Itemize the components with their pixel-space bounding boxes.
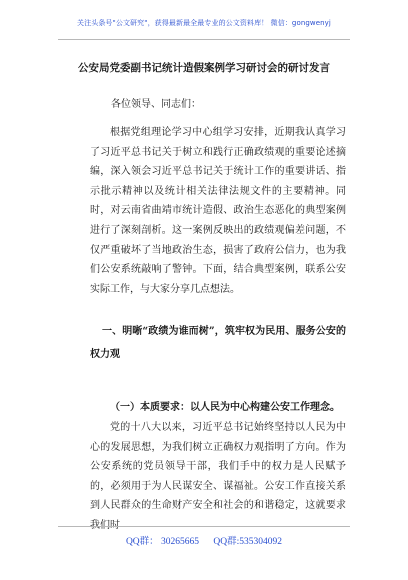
footer-qq-group-1: QQ群： 30265665 (125, 537, 200, 547)
footer-divider (58, 526, 350, 527)
footer (0, 533, 408, 547)
subsection-heading: （一）本质要求：以人民为中心构建公安工作理念。 (110, 402, 340, 413)
footer-qq-group-2: QQ群:535304092 (213, 537, 283, 547)
page-title: 公安局党委副书记统计造假案例学习研讨会的研讨发言 (78, 62, 330, 74)
greeting: 各位领导、同志们： (111, 99, 201, 110)
paragraph-body: 党的十八大以来，习近平总书记始终坚持以人民为中心的发展思想，为我们树立正确权力观指明了方向。作为公安系统的党员领导干部，我们手中的权力是人民赋予的，必须用于为人民谋安全、谋福祉。公安工作直接关系到人民群众的生命财产安全和社会的和谐稳定，这就要求 (90, 422, 346, 512)
section-heading: 一、明晰“政绩为谁而树”，筑牢权为民用、服务公安的权力观 (90, 326, 346, 360)
header-note: 关注头条号"公文研究"，获得最新最全最专业的公文资料库！ 微信：gongwenyj (77, 19, 331, 27)
header-divider (58, 39, 350, 40)
paragraph-intro: 根据党组理论学习中心组学习安排，近期我认真学习了习近平总书记关于树立和践行正确政绩观的重要论述摘编，深入领会习近平总书记关于统计工作的重要讲话、指示批示精神以及统计相关法律法规文件的主要精神。同时，对云南省曲靖市统计造假、政治生态恶化的典型案例进行了深刻剖析。这一案例反映出的政绩观偏差问题，不仅严重破坏了当地政治生态，损害了政府公信力，也为我们公安系统敲响了警钟。下面，结合典型案例，联系公安实际工作，与大家分享几点想法。 (90, 127, 346, 295)
